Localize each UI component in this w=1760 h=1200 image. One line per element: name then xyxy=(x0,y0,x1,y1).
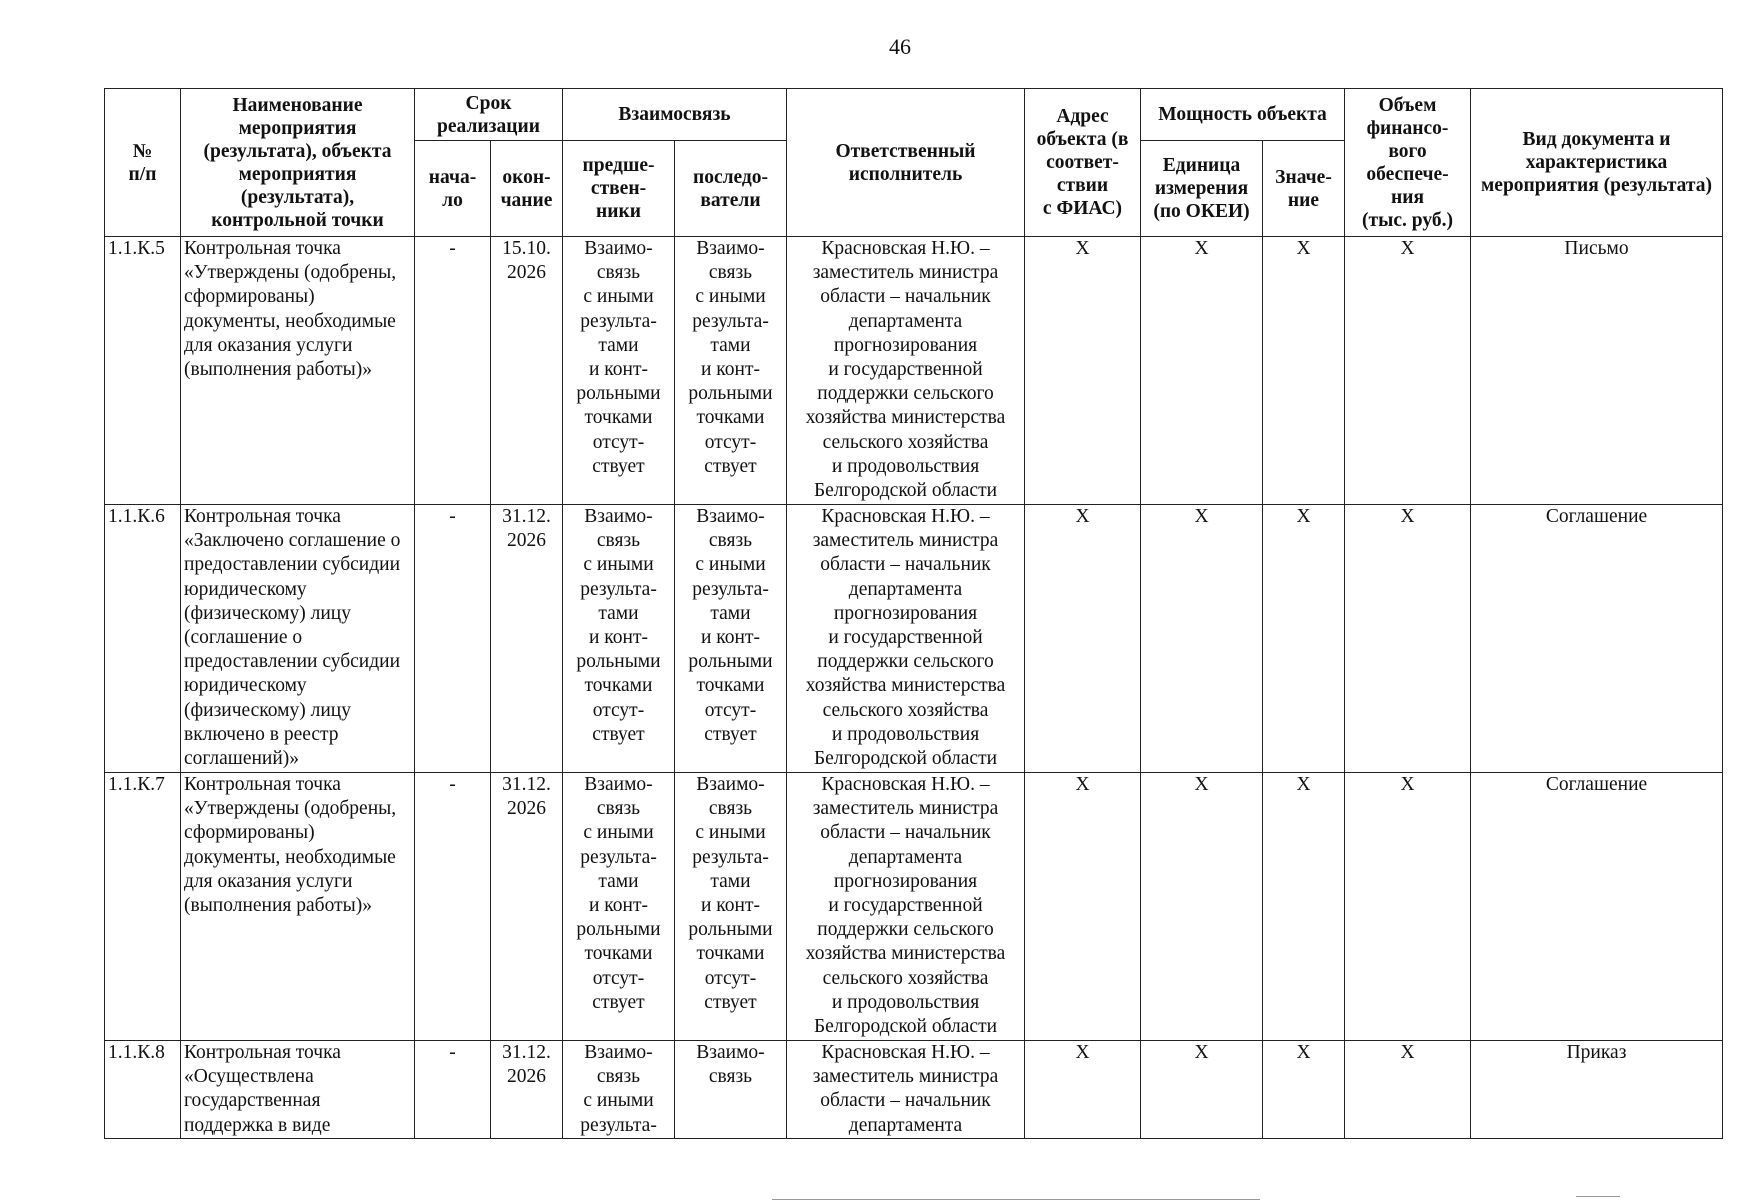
row-number: 1.1.К.8 xyxy=(105,1041,181,1139)
header-relation-pred: предше- ствен- ники xyxy=(563,141,675,237)
row-end: 31.12. 2026 xyxy=(491,773,563,1041)
scan-artifact-line xyxy=(1576,1196,1620,1197)
row-predecessors: Взаимо- связь с иными результа- тами и конт- рольными точками отсут- ствует xyxy=(563,505,675,773)
row-number: 1.1.К.6 xyxy=(105,505,181,773)
row-predecessors: Взаимо- связь с иными результа- тами и конт- рольными точками отсут- ствует xyxy=(563,237,675,505)
page-number: 46 xyxy=(889,34,911,59)
row-start: - xyxy=(415,1041,491,1139)
row-unit: X xyxy=(1141,773,1263,1041)
row-doc-type: Соглашение xyxy=(1471,773,1723,1041)
row-name: Контрольная точка «Осуществлена государственная поддержка в виде xyxy=(181,1041,415,1139)
header-relation: Взаимосвязь xyxy=(563,89,787,141)
header-num: № п/п xyxy=(105,89,181,237)
row-end: 31.12. 2026 xyxy=(491,1041,563,1139)
row-finance: X xyxy=(1345,237,1471,505)
row-doc-type: Письмо xyxy=(1471,237,1723,505)
row-end: 31.12. 2026 xyxy=(491,505,563,773)
row-successors: Взаимо- связь xyxy=(675,1041,787,1139)
header-finance: Объем финансо- вого обеспече- ния (тыс. руб.) xyxy=(1345,89,1471,237)
row-address: X xyxy=(1025,1041,1141,1139)
table-row xyxy=(105,505,1723,773)
row-value: X xyxy=(1263,237,1345,505)
table-row xyxy=(105,237,1723,505)
plan-table xyxy=(104,88,1723,1139)
row-start: - xyxy=(415,237,491,505)
row-value: X xyxy=(1263,773,1345,1041)
row-number: 1.1.К.7 xyxy=(105,773,181,1041)
row-predecessors: Взаимо- связь с иными результа- тами и конт- рольными точками отсут- ствует xyxy=(563,773,675,1041)
row-successors: Взаимо- связь с иными результа- тами и конт- рольными точками отсут- ствует xyxy=(675,237,787,505)
row-successors: Взаимо- связь с иными результа- тами и конт- рольными точками отсут- ствует xyxy=(675,773,787,1041)
row-name: Контрольная точка «Утверждены (одобрены, сформированы) документы, необходимые для оказания услуги (выполнения работы)» xyxy=(181,773,415,1041)
header-term-start: нача- ло xyxy=(415,141,491,237)
header-name: Наименование мероприятия (результата), объекта мероприятия (результата), контрольной точки xyxy=(181,89,415,237)
row-value: X xyxy=(1263,505,1345,773)
row-predecessors: Взаимо- связь с иными результа- xyxy=(563,1041,675,1139)
row-end: 15.10. 2026 xyxy=(491,237,563,505)
header-relation-succ: последо- ватели xyxy=(675,141,787,237)
row-successors: Взаимо- связь с иными результа- тами и конт- рольными точками отсут- ствует xyxy=(675,505,787,773)
row-name: Контрольная точка «Заключено соглашение о предоставлении субсидии юридическому (физическому) лицу (соглашение о предоставлении субсидии юридическому (физическому) лицу включено в реестр соглашений)» xyxy=(181,505,415,773)
row-finance: X xyxy=(1345,1041,1471,1139)
header-term: Срок реализации xyxy=(415,89,563,141)
row-address: X xyxy=(1025,505,1141,773)
row-finance: X xyxy=(1345,773,1471,1041)
row-responsible: Красновская Н.Ю. – заместитель министра области – начальник департамента прогнозирования и государственной поддержки сельского хозяйства министерства сельского хозяйства и продовольствия Белгородской области xyxy=(787,773,1025,1041)
row-responsible: Красновская Н.Ю. – заместитель министра области – начальник департамента xyxy=(787,1041,1025,1139)
header-doc-type: Вид документа и характеристика мероприятия (результата) xyxy=(1471,89,1723,237)
header-capacity-value: Значе- ние xyxy=(1263,141,1345,237)
header-responsible: Ответственный исполнитель xyxy=(787,89,1025,237)
table-row xyxy=(105,1041,1723,1139)
row-value: X xyxy=(1263,1041,1345,1139)
row-doc-type: Соглашение xyxy=(1471,505,1723,773)
row-name: Контрольная точка «Утверждены (одобрены, сформированы) документы, необходимые для оказания услуги (выполнения работы)» xyxy=(181,237,415,505)
row-start: - xyxy=(415,773,491,1041)
row-responsible: Красновская Н.Ю. – заместитель министра области – начальник департамента прогнозирования и государственной поддержки сельского хозяйства министерства сельского хозяйства и продовольствия Белгородской области xyxy=(787,237,1025,505)
table-row xyxy=(105,773,1723,1041)
header-capacity: Мощность объекта xyxy=(1141,89,1345,141)
header-address: Адрес объекта (в соответ- ствии с ФИАС) xyxy=(1025,89,1141,237)
row-responsible: Красновская Н.Ю. – заместитель министра области – начальник департамента прогнозирования и государственной поддержки сельского хозяйства министерства сельского хозяйства и продовольствия Белгородской области xyxy=(787,505,1025,773)
header-capacity-unit: Единица измерения (по ОКЕИ) xyxy=(1141,141,1263,237)
row-unit: X xyxy=(1141,505,1263,773)
header-term-end: окон- чание xyxy=(491,141,563,237)
row-finance: X xyxy=(1345,505,1471,773)
row-address: X xyxy=(1025,773,1141,1041)
row-address: X xyxy=(1025,237,1141,505)
row-doc-type: Приказ xyxy=(1471,1041,1723,1139)
row-start: - xyxy=(415,505,491,773)
row-unit: X xyxy=(1141,1041,1263,1139)
row-unit: X xyxy=(1141,237,1263,505)
row-number: 1.1.К.5 xyxy=(105,237,181,505)
